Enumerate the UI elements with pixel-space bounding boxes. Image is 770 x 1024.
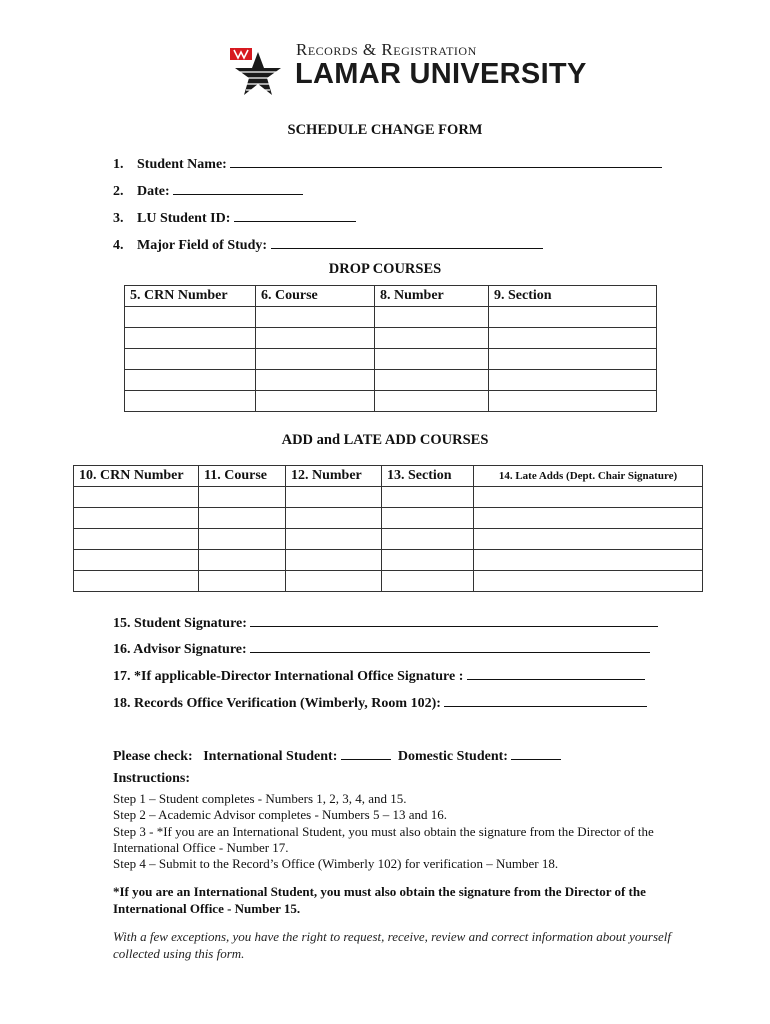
lamar-star-logo bbox=[228, 46, 284, 104]
international-note: *If you are an International Student, you must also obtain the signature from the Director of the International Office - Number 15. bbox=[113, 884, 646, 916]
cell[interactable] bbox=[489, 349, 657, 370]
date-input[interactable] bbox=[173, 180, 303, 195]
advisor-signature-input[interactable] bbox=[250, 638, 650, 653]
cell[interactable] bbox=[199, 529, 286, 550]
student-name-field: 1. Student Name: bbox=[113, 153, 662, 173]
table-row bbox=[74, 487, 703, 508]
cell[interactable] bbox=[125, 349, 256, 370]
cell[interactable] bbox=[489, 370, 657, 391]
cell[interactable] bbox=[125, 328, 256, 349]
cell[interactable] bbox=[125, 370, 256, 391]
advisor-signature-field: 16. Advisor Signature: bbox=[113, 638, 650, 658]
cell[interactable] bbox=[199, 508, 286, 529]
cell[interactable] bbox=[286, 487, 382, 508]
student-type-check: Please check: International Student: Domestic Student: bbox=[113, 745, 561, 765]
cell[interactable] bbox=[474, 529, 703, 550]
university-name: LAMAR UNIVERSITY bbox=[295, 58, 587, 90]
instruction-step: Step 1 – Student completes - Numbers 1, 2, 3, 4, and 15. bbox=[113, 791, 407, 806]
crn-header: 10. CRN Number bbox=[74, 466, 199, 487]
student-signature-field: 15. Student Signature: bbox=[113, 612, 658, 632]
international-director-signature-input[interactable] bbox=[467, 665, 645, 680]
cell[interactable] bbox=[256, 307, 375, 328]
form-title: SCHEDULE CHANGE FORM bbox=[287, 122, 483, 138]
instructions-heading: Instructions: bbox=[113, 771, 191, 786]
cell[interactable] bbox=[382, 487, 474, 508]
drop-courses-table bbox=[124, 285, 657, 412]
table-row bbox=[125, 349, 657, 370]
cell[interactable] bbox=[74, 550, 199, 571]
cell[interactable] bbox=[489, 328, 657, 349]
student-id-field: 3. LU Student ID: bbox=[113, 207, 356, 227]
domestic-student-input[interactable] bbox=[511, 745, 561, 760]
cell[interactable] bbox=[256, 391, 375, 412]
table-row bbox=[125, 307, 657, 328]
cell[interactable] bbox=[74, 508, 199, 529]
major-field: 4. Major Field of Study: bbox=[113, 234, 543, 254]
table-row bbox=[125, 370, 657, 391]
date-field: 2. Date: bbox=[113, 180, 303, 200]
table-row bbox=[74, 508, 703, 529]
records-verification-input[interactable] bbox=[444, 692, 647, 707]
cell[interactable] bbox=[199, 487, 286, 508]
instruction-step: Step 4 – Submit to the Record’s Office (Wimberly 102) for verification – Number 18. bbox=[113, 856, 559, 872]
cell[interactable] bbox=[74, 571, 199, 592]
cell[interactable] bbox=[375, 349, 489, 370]
cell[interactable] bbox=[382, 529, 474, 550]
section-header: 9. Section bbox=[489, 286, 657, 307]
cell[interactable] bbox=[125, 307, 256, 328]
table-row bbox=[74, 529, 703, 550]
cell[interactable] bbox=[382, 550, 474, 571]
records-verification-field: 18. Records Office Verification (Wimberly, Room 102): bbox=[113, 692, 647, 712]
cell[interactable] bbox=[199, 571, 286, 592]
table-row bbox=[74, 571, 703, 592]
crn-header: 5. CRN Number bbox=[125, 286, 256, 307]
cell[interactable] bbox=[286, 571, 382, 592]
table-header-row bbox=[125, 286, 657, 307]
cell[interactable] bbox=[382, 571, 474, 592]
instructions-list bbox=[113, 791, 693, 872]
late-adds-header: 14. Late Adds (Dept. Chair Signature) bbox=[474, 466, 703, 487]
section-header: 13. Section bbox=[382, 466, 474, 487]
cell[interactable] bbox=[125, 391, 256, 412]
cell[interactable] bbox=[286, 550, 382, 571]
cell[interactable] bbox=[474, 550, 703, 571]
course-header: 11. Course bbox=[199, 466, 286, 487]
cell[interactable] bbox=[74, 529, 199, 550]
privacy-notice: With a few exceptions, you have the right to request, receive, review and correct information about yourself collected using this form. bbox=[113, 929, 672, 961]
cell[interactable] bbox=[474, 508, 703, 529]
student-id-input[interactable] bbox=[234, 207, 356, 222]
instruction-step: Step 3 - *If you are an International Student, you must also obtain the signature from the Director of the International Office - Number 17. bbox=[113, 823, 654, 855]
table-row bbox=[125, 328, 657, 349]
department-name: Records & Registration bbox=[296, 40, 477, 59]
add-courses-title: ADD and LATE ADD COURSES bbox=[281, 432, 489, 448]
table-header-row bbox=[74, 466, 703, 487]
instruction-step: Step 2 – Academic Advisor completes - Numbers 5 – 13 and 16. bbox=[113, 807, 447, 823]
cell[interactable] bbox=[375, 328, 489, 349]
cell[interactable] bbox=[286, 529, 382, 550]
table-row bbox=[74, 550, 703, 571]
cell[interactable] bbox=[489, 307, 657, 328]
cell[interactable] bbox=[375, 370, 489, 391]
drop-courses-title: DROP COURSES bbox=[328, 261, 442, 277]
cell[interactable] bbox=[375, 307, 489, 328]
cell[interactable] bbox=[382, 508, 474, 529]
number-header: 8. Number bbox=[375, 286, 489, 307]
cell[interactable] bbox=[256, 328, 375, 349]
cell[interactable] bbox=[74, 487, 199, 508]
student-name-input[interactable] bbox=[230, 153, 662, 168]
cell[interactable] bbox=[474, 487, 703, 508]
cell[interactable] bbox=[199, 550, 286, 571]
international-student-input[interactable] bbox=[341, 745, 391, 760]
cell[interactable] bbox=[474, 571, 703, 592]
table-row bbox=[125, 391, 657, 412]
international-director-signature-field: 17. *If applicable-Director International Office Signature : bbox=[113, 665, 645, 685]
cell[interactable] bbox=[489, 391, 657, 412]
add-courses-table bbox=[73, 465, 703, 592]
course-header: 6. Course bbox=[256, 286, 375, 307]
cell[interactable] bbox=[256, 370, 375, 391]
student-signature-input[interactable] bbox=[250, 612, 658, 627]
cell[interactable] bbox=[375, 391, 489, 412]
cell[interactable] bbox=[286, 508, 382, 529]
cell[interactable] bbox=[256, 349, 375, 370]
major-input[interactable] bbox=[271, 234, 543, 249]
number-header: 12. Number bbox=[286, 466, 382, 487]
